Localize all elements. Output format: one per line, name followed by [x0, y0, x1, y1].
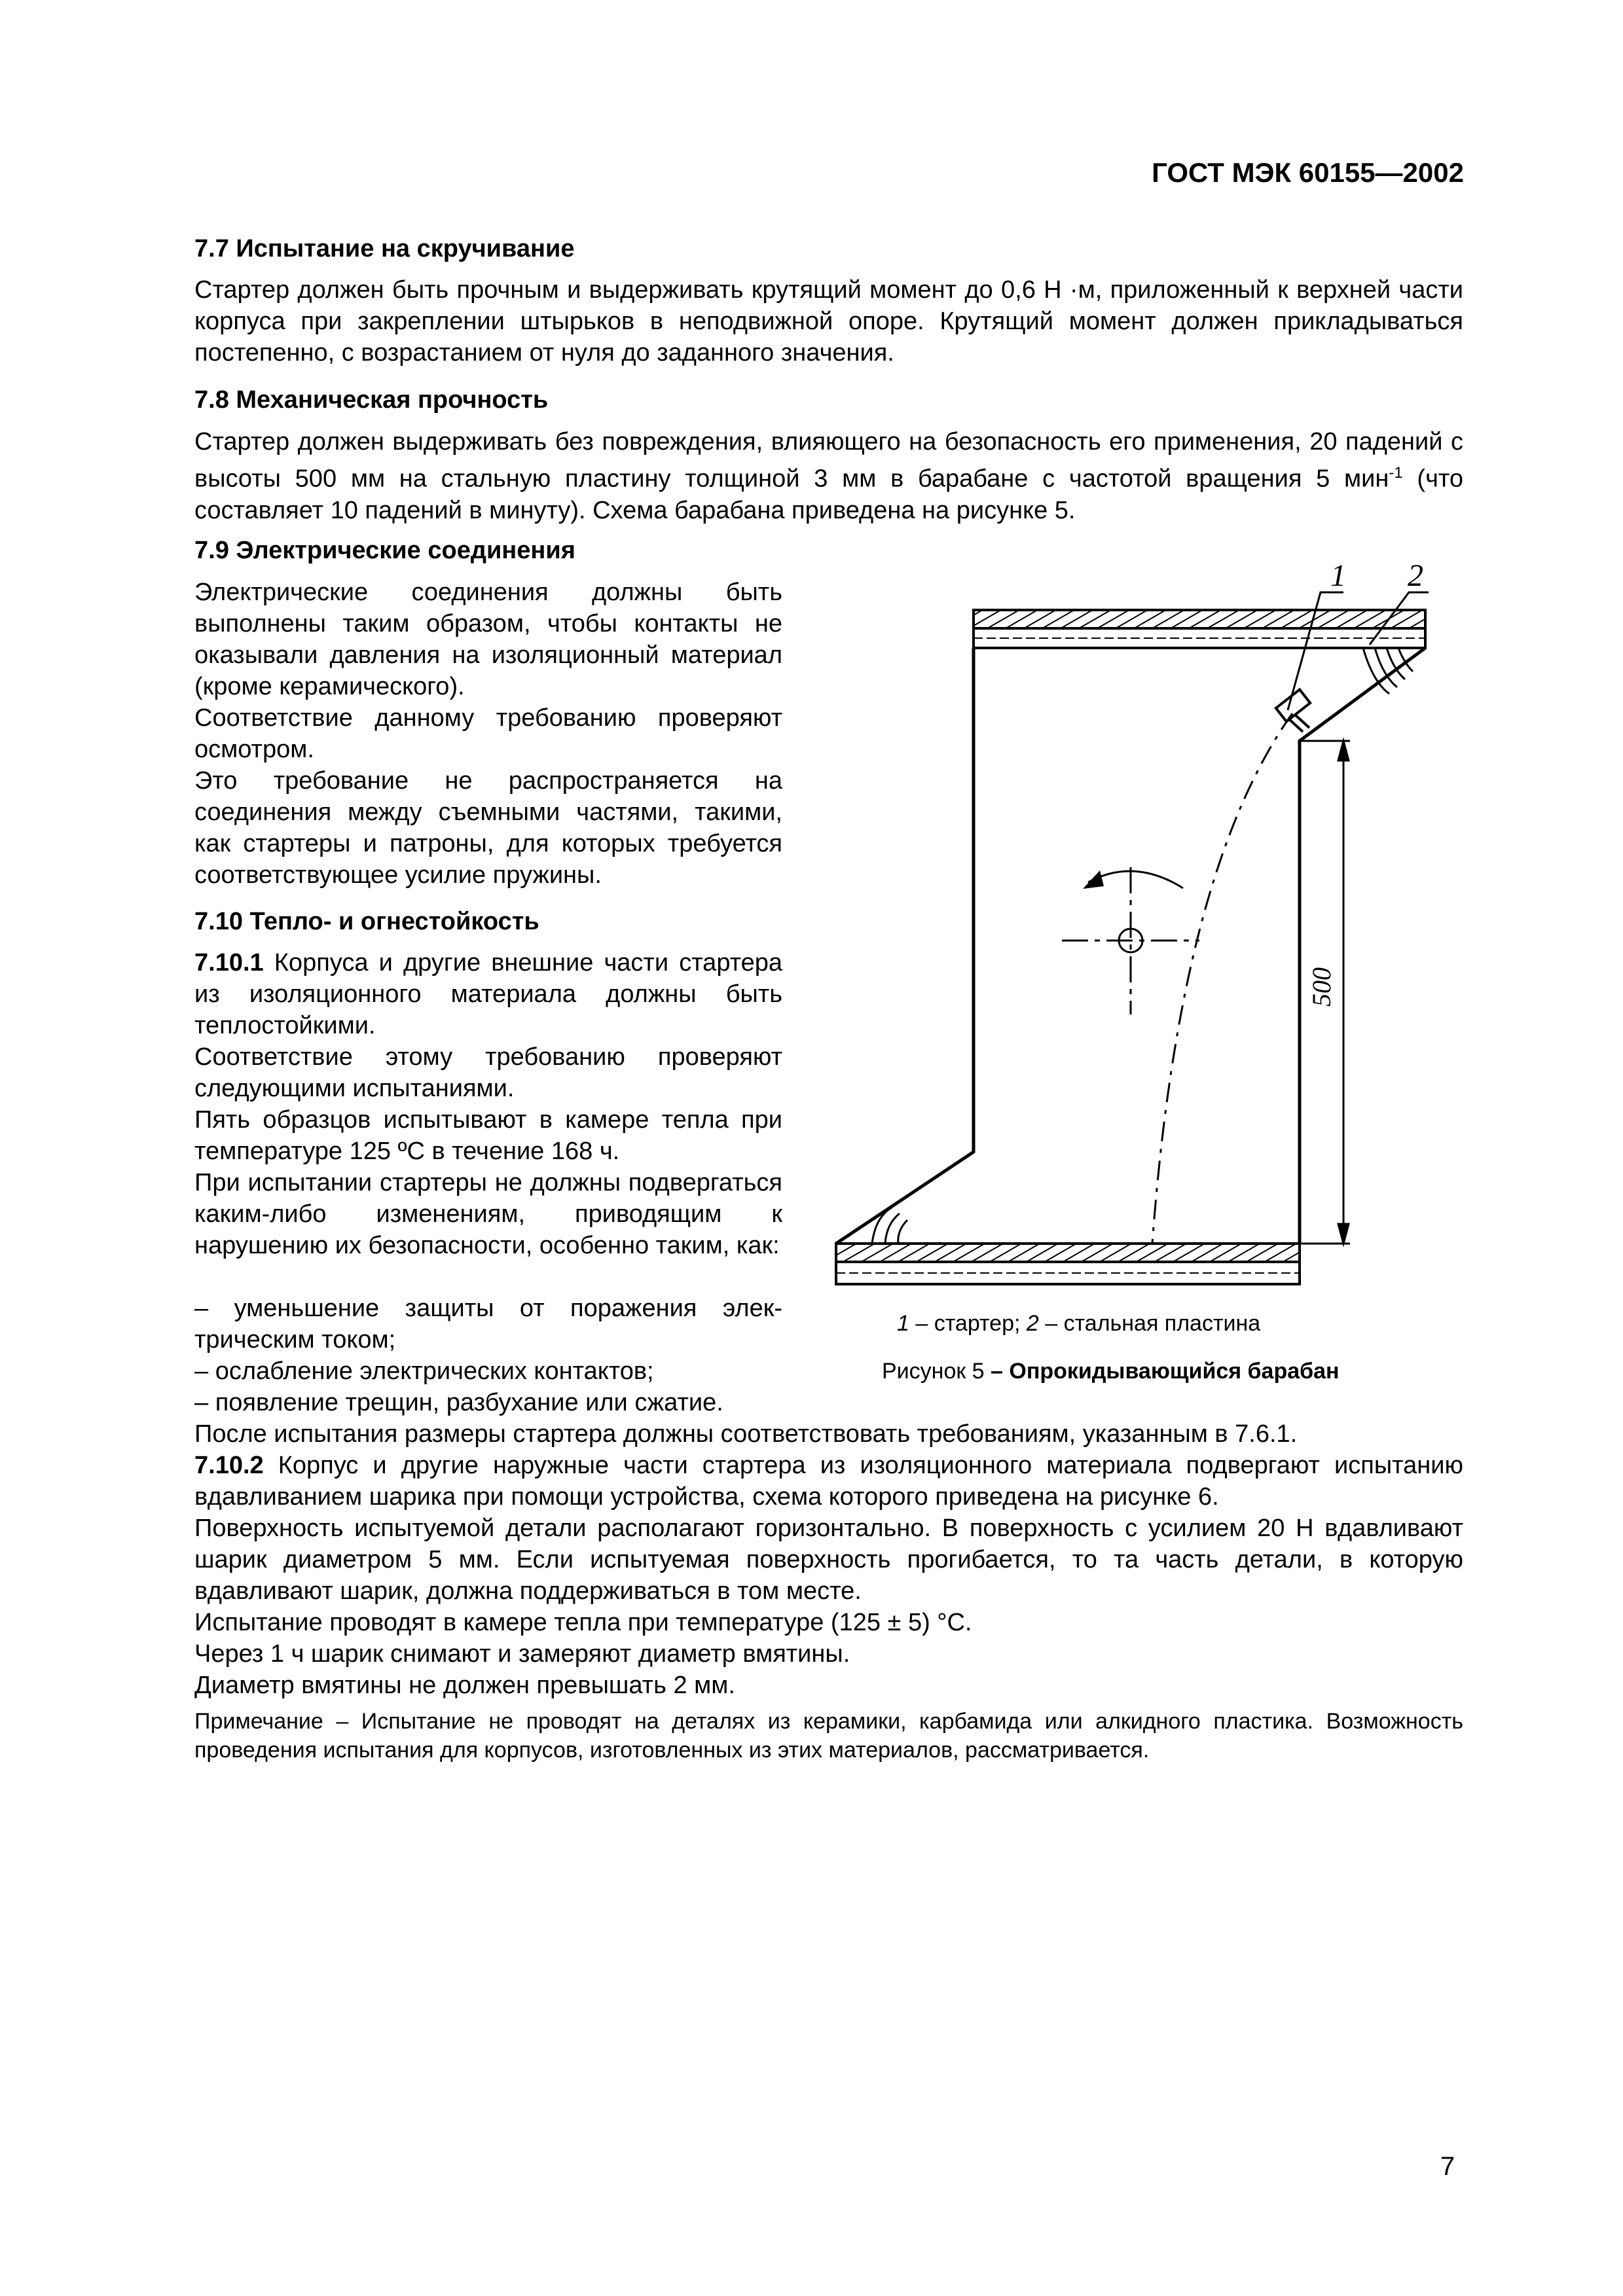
label-2: 2	[1408, 558, 1423, 593]
clause-7-10-2	[194, 1450, 1463, 1513]
clause-7-10-2-number: 7.10.2	[194, 1452, 264, 1479]
section-text-7-8	[194, 426, 1463, 526]
legend-text-1: – стартер;	[909, 1311, 1027, 1336]
s710-paragraph-2: Соответствие этому требованию проверяют следующими испытаниями.	[194, 1043, 782, 1102]
s78-text-a: Стартер должен выдерживать без повреждения, влияющего на безопасность его применения, 20 падений с высоты 500 мм на стальную пластину толщиной 3 мм в барабане с частотой вращения 5 мин	[194, 428, 1463, 493]
corner-fillet-bottom-left	[872, 1208, 907, 1244]
section-heading-7-7: 7.7 Испытание на скручивание	[194, 235, 575, 262]
legend-text-2: – стальная пластина	[1038, 1311, 1261, 1336]
s710-paragraph-8: Через 1 ч шарик снимают и замеряют диаметр вмятины.	[194, 1640, 850, 1668]
list-item-3: – появление трещин, разбухание или сжатие.	[194, 1389, 723, 1416]
trajectory-arc	[1152, 713, 1292, 1244]
document-header: ГОСТ МЭК 60155—2002	[1152, 157, 1464, 188]
dimension-value: 500	[1307, 967, 1336, 1007]
starter-sample	[1276, 690, 1310, 732]
legend-number-2: 2	[1026, 1311, 1039, 1336]
bottom-steel-plate	[836, 1244, 1300, 1284]
section-text-7-7	[194, 274, 1463, 368]
section-heading-7-10: 7.10 Тепло- и огнестойкость	[194, 908, 539, 935]
s78-superscript: -1	[1389, 464, 1403, 482]
caption-title: – Опрокидывающийся барабан	[984, 1359, 1340, 1384]
s78-text-b: (что составляет 10 падений в минуту). Схема барабана приведена на рисунке 5.	[194, 465, 1463, 524]
rotation-axis	[1062, 867, 1199, 1014]
figure-caption	[882, 1357, 1340, 1386]
clause-7-10-1-text: Корпуса и другие внешние части стартера из изоляционного материала должны быть теплостойкими.	[194, 949, 782, 1039]
section-heading-7-8: 7.8 Механическая прочность	[194, 386, 549, 414]
s79-paragraph-2: Соответствие данному требованию проверяют осмотром.	[194, 704, 782, 763]
label-1: 1	[1330, 558, 1346, 593]
note: Примечание – Испытание не проводят на деталях из керамики, карбамида или алкидного пластика. Возможность проведения испытания для корпусов, изготовленных из этих материалов, рассматривается.	[194, 1709, 1463, 1763]
s710-paragraph-7: Испытание проводят в камере тепла при температуре (125 ± 5) °С.	[194, 1609, 972, 1636]
s710-paragraph-6: Поверхность испытуемой детали располагают горизонтально. В поверхность с усилием 20 Н вдавливают шарик диаметром 5 мм. Если испытуемая поверхность прогибается, то та часть детали, в которую вдавливают шарик, должна поддерживаться в том месте.	[194, 1515, 1463, 1605]
list-item-1: – уменьшение защиты от поражения электрическим током;	[194, 1295, 782, 1354]
s710-paragraph-5: После испытания размеры стартера должны соответствовать требованиям, указанным в 7.6.1.	[194, 1420, 1298, 1448]
clause-7-10-1	[194, 947, 782, 1041]
s77-text: Стартер должен быть прочным и выдерживать крутящий момент до 0,6 Н ·м, приложенный к верхней части корпуса при закреплении штырьков в неподвижной опоре. Крутящий момент должен прикладываться постепенно, с возрастанием от нуля до заданного значения.	[194, 276, 1463, 367]
section-heading-7-9: 7.9 Электрические соединения	[194, 537, 575, 564]
s79-paragraph-3: Это требование не распространяется на соединения между съемными частями, такими, как стартеры и патроны, для которых требуется соответствующее усилие пружины.	[194, 767, 782, 889]
page-number: 7	[1440, 2152, 1455, 2181]
clause-7-10-1-number: 7.10.1	[194, 949, 264, 977]
legend-number-1: 1	[897, 1311, 909, 1336]
figure-5-tumbling-barrel	[826, 530, 1423, 1302]
s79-paragraph-1: Электрические соединения должны быть выполнены таким образом, чтобы контакты не оказывали давления на изоляционный материал (кроме керамического).	[194, 579, 782, 700]
caption-prefix: Рисунок 5	[882, 1359, 985, 1384]
rotation-arrow-icon	[1083, 870, 1183, 889]
list-item-2: – ослабление электрических контактов;	[194, 1357, 654, 1385]
s710-paragraph-3: Пять образцов испытывают в камере тепла при температуре 125 ºС в течение 168 ч.	[194, 1106, 782, 1165]
s710-paragraph-9: Диаметр вмятины не должен превышать 2 мм.	[194, 1672, 735, 1699]
s710-paragraph-4: При испытании стартеры не должны подвергаться каким-либо изменениям, приводящим к нарушению их безопасности, особенно таким, как:	[194, 1169, 782, 1259]
figure-legend	[897, 1309, 1260, 1338]
top-steel-plate	[974, 610, 1425, 648]
clause-7-10-2-text: Корпус и другие наружные части стартера из изоляционного материала подвергают испытанию вдавливанием шарика при помощи устройства, схема которого приведена на рисунке 6.	[194, 1452, 1463, 1511]
